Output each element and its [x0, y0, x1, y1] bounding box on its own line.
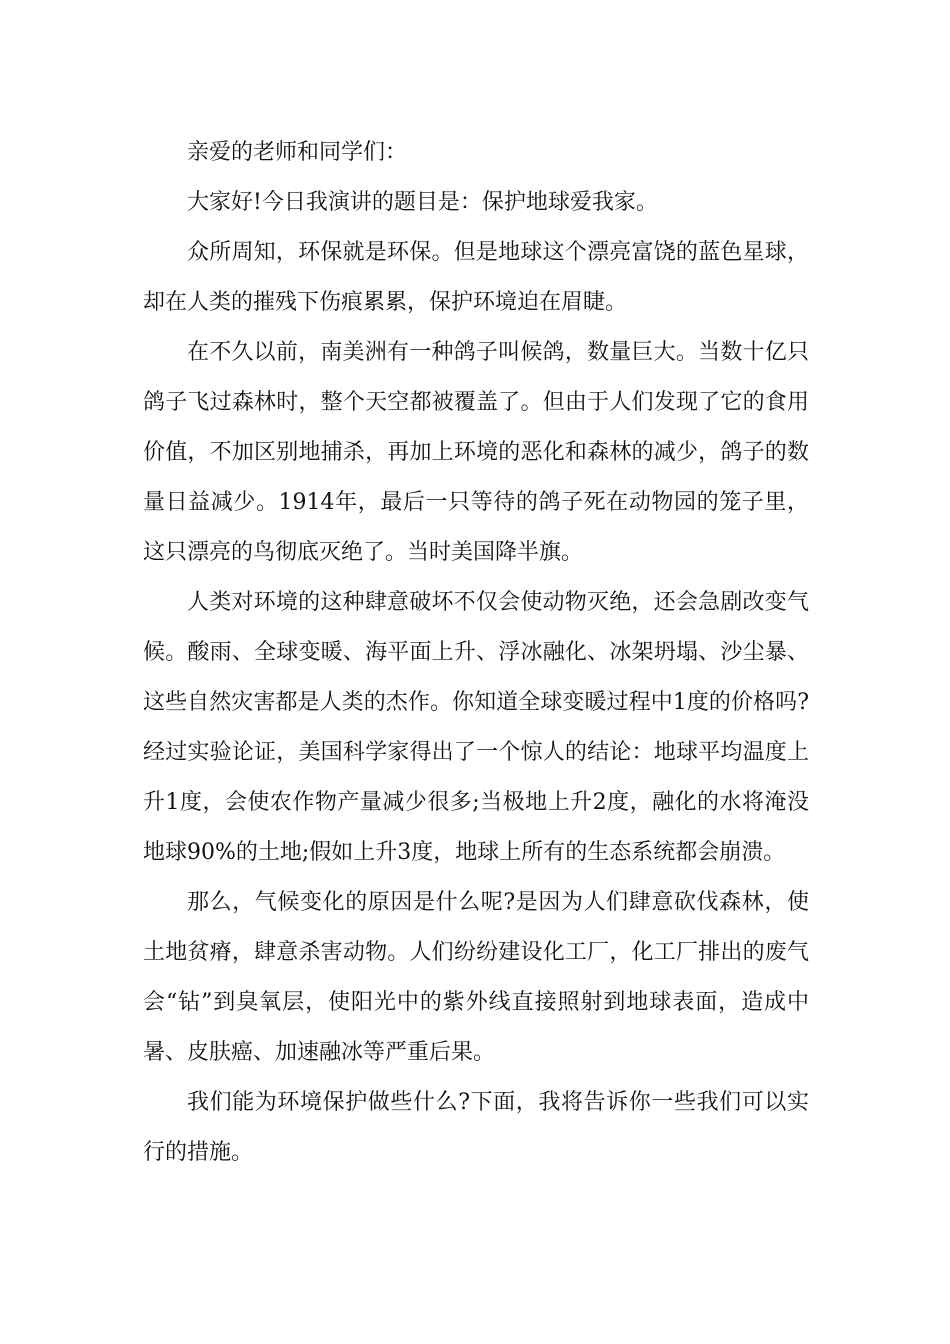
- speech-body: [143, 128, 809, 1178]
- paragraph-greeting: 大家好!今日我演讲的题目是：保护地球爱我家。: [187, 190, 658, 215]
- paragraph-pigeon-story: 在不久以前，南美洲有一种鸽子叫候鸽，数量巨大。当数十亿只鸽子飞过森林时，整个天空都被覆盖了。但由于人们发现了它的食用价值，不加区别地捕杀，再加上环境的恶化和森林的减少，鸽子的数量日益减少。1914年，最后一只等待的鸽子死在动物园的笼子里，这只漂亮的鸟彻底灭绝了。当时美国降半旗。: [143, 340, 809, 565]
- paragraph-causes: 那么，气候变化的原因是什么呢?是因为人们肆意砍伐森林，使土地贫瘠，肆意杀害动物。人们纷纷建设化工厂，化工厂排出的废气会“钻”到臭氧层，使阳光中的紫外线直接照射到地球表面，造成中暑、皮肤癌、加速融冰等严重后果。: [143, 890, 809, 1065]
- paragraph-salutation: 亲爱的老师和同学们：: [187, 140, 408, 165]
- paragraph-climate-change: 人类对环境的这种肆意破坏不仅会使动物灭绝，还会急剧改变气候。酸雨、全球变暖、海平面上升、浮冰融化、冰架坍塌、沙尘暴、这些自然灾害都是人类的杰作。你知道全球变暖过程中1度的价格吗?经过实验论证，美国科学家得出了一个惊人的结论：地球平均温度上升1度，会使农作物产量减少很多;当极地上升2度，融化的水将淹没地球90%的土地;假如上升3度，地球上所有的生态系统都会崩溃。: [143, 590, 809, 865]
- paragraph-intro: 众所周知，环保就是环保。但是地球这个漂亮富饶的蓝色星球，却在人类的摧残下伤痕累累，保护环境迫在眉睫。: [143, 240, 809, 315]
- paragraph-measures: 我们能为环境保护做些什么?下面，我将告诉你一些我们可以实行的措施。: [143, 1090, 809, 1165]
